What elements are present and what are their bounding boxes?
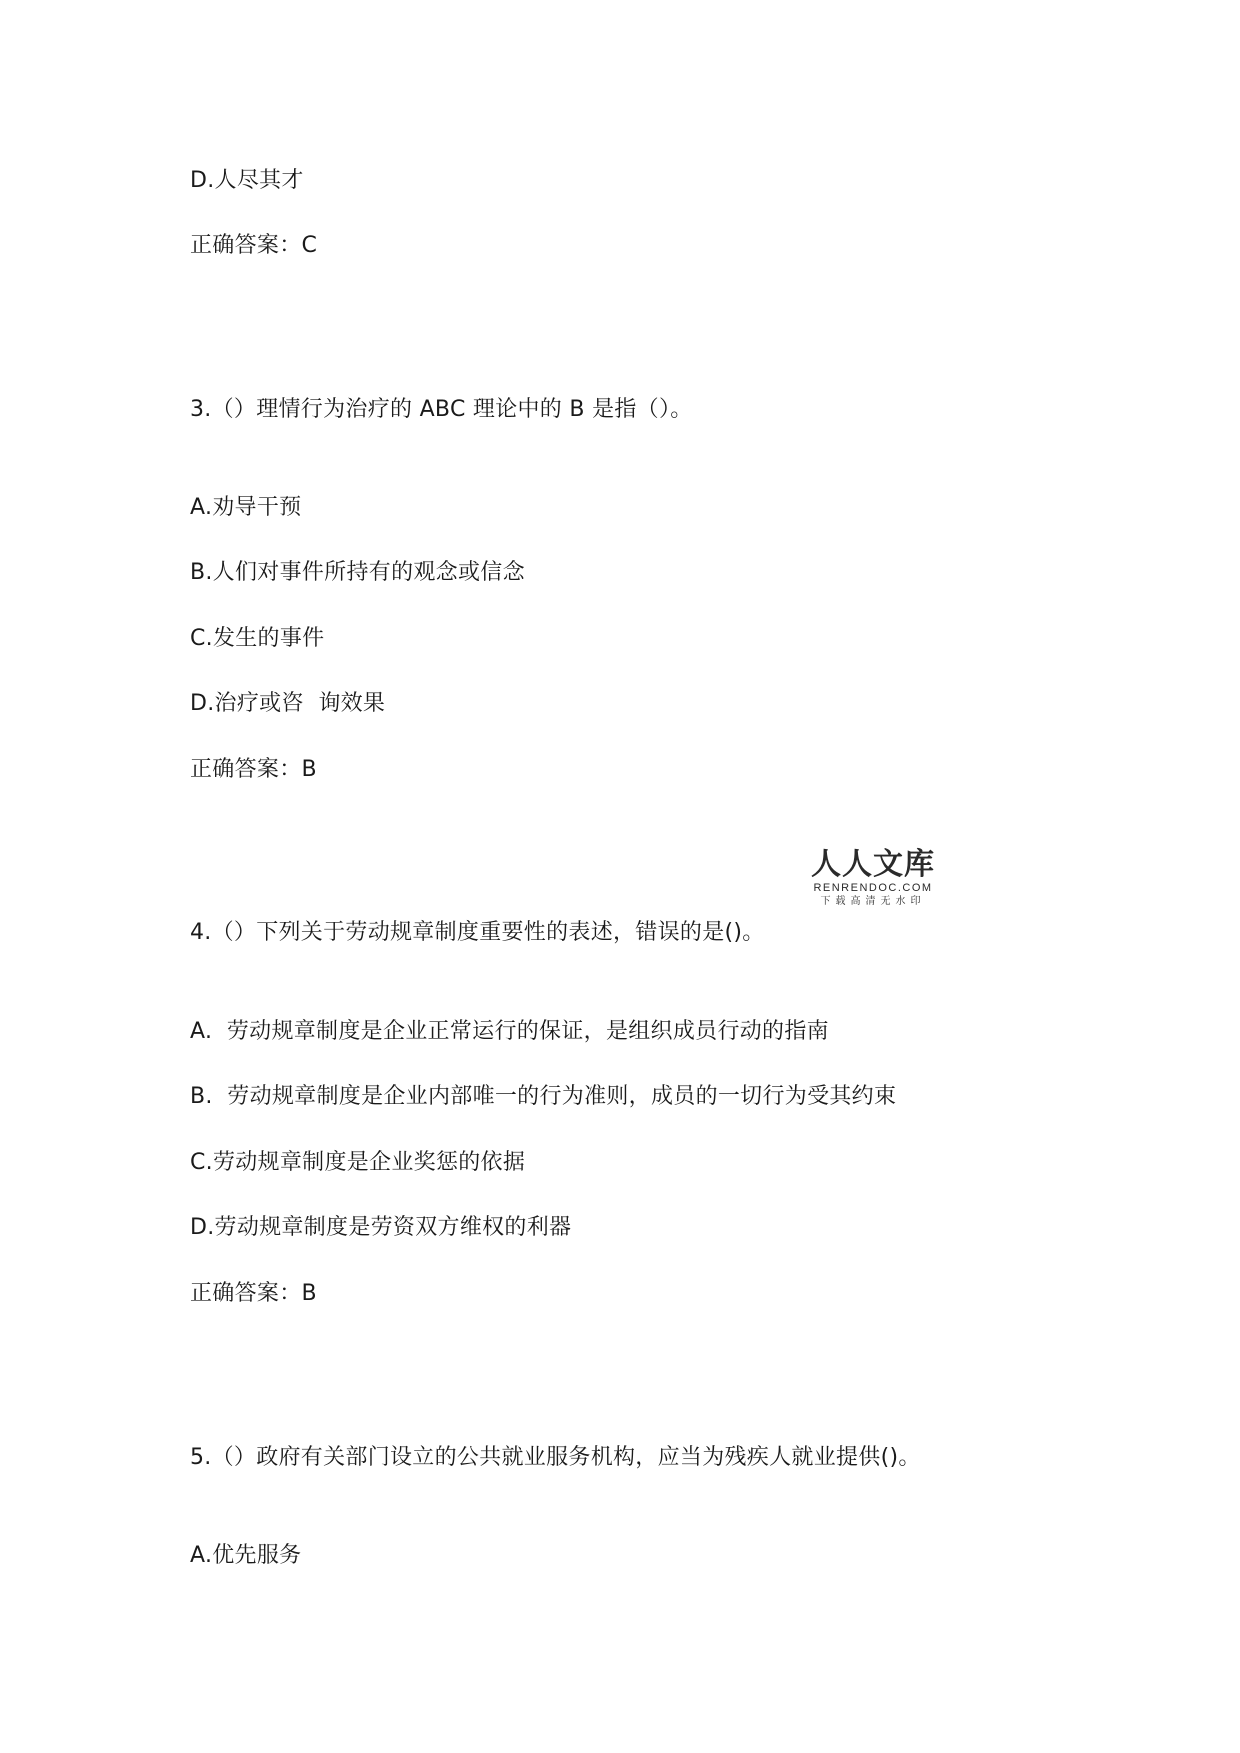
watermark-title: 人人文库	[811, 847, 935, 882]
q3-option-d: D.治疗或咨 询效果	[190, 691, 386, 716]
q2-answer: 正确答案：C	[190, 233, 318, 258]
q4-answer: 正确答案：B	[190, 1281, 317, 1306]
q5-option-a: A.优先服务	[190, 1543, 302, 1568]
q3-option-b: B.人们对事件所持有的观念或信念	[190, 560, 525, 585]
q3-option-c: C.发生的事件	[190, 626, 325, 651]
watermark-subtitle: 下载高清无水印	[820, 896, 926, 907]
q4-question: 4.（）下列关于劳动规章制度重要性的表述，错误的是()。	[190, 920, 765, 945]
q4-option-b: B. 劳动规章制度是企业内部唯一的行为准则，成员的一切行为受其约束	[190, 1084, 897, 1109]
watermark-logo	[808, 848, 938, 908]
q3-question: 3.（）理情行为治疗的 ABC 理论中的 B 是指（）。	[190, 397, 693, 422]
q5-question: 5.（）政府有关部门设立的公共就业服务机构，应当为残疾人就业提供()。	[190, 1445, 921, 1470]
q3-option-a: A.劝导干预	[190, 495, 302, 520]
q4-option-d: D.劳动规章制度是劳资双方维权的利器	[190, 1215, 572, 1240]
q4-option-c: C.劳动规章制度是企业奖惩的依据	[190, 1150, 526, 1175]
q4-option-a: A. 劳动规章制度是企业正常运行的保证，是组织成员行动的指南	[190, 1019, 829, 1044]
watermark-domain: RENRENDOC.COM	[813, 882, 933, 894]
q2-option-d: D.人尽其才	[190, 168, 304, 193]
q3-answer: 正确答案：B	[190, 757, 317, 782]
